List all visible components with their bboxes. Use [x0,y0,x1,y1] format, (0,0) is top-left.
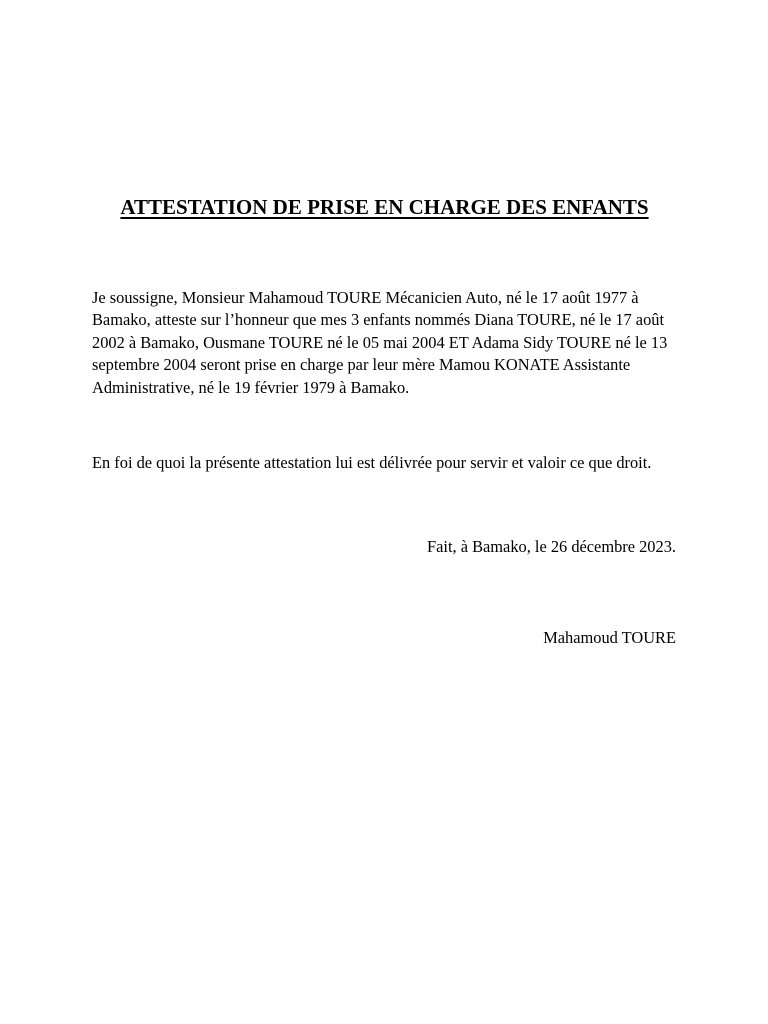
place-and-date: Fait, à Bamako, le 26 décembre 2023. [427,537,676,556]
closing-paragraph: En foi de quoi la présente attestation lui est délivrée pour servir et valoir ce que droit. [92,453,652,472]
signature-name: Mahamoud TOURE [543,628,676,647]
document-title [92,194,677,221]
document-title-text: ATTESTATION DE PRISE EN CHARGE DES ENFANTS [120,195,649,219]
attestation-paragraph: Je soussigne, Monsieur Mahamoud TOURE Mécanicien Auto, né le 17 août 1977 à Bamako, atteste sur l’honneur que mes 3 enfants nommés Diana TOURE, né le 17 août 2002 à Bamako, Ousmane TOURE né le 05 mai 2004 ET Adama Sidy TOURE né le 13 septembre 2004 seront prise en charge par leur mère Mamou KONATE Assistante Administrative, né le 19 février 1979 à Bamako. [92,288,668,397]
